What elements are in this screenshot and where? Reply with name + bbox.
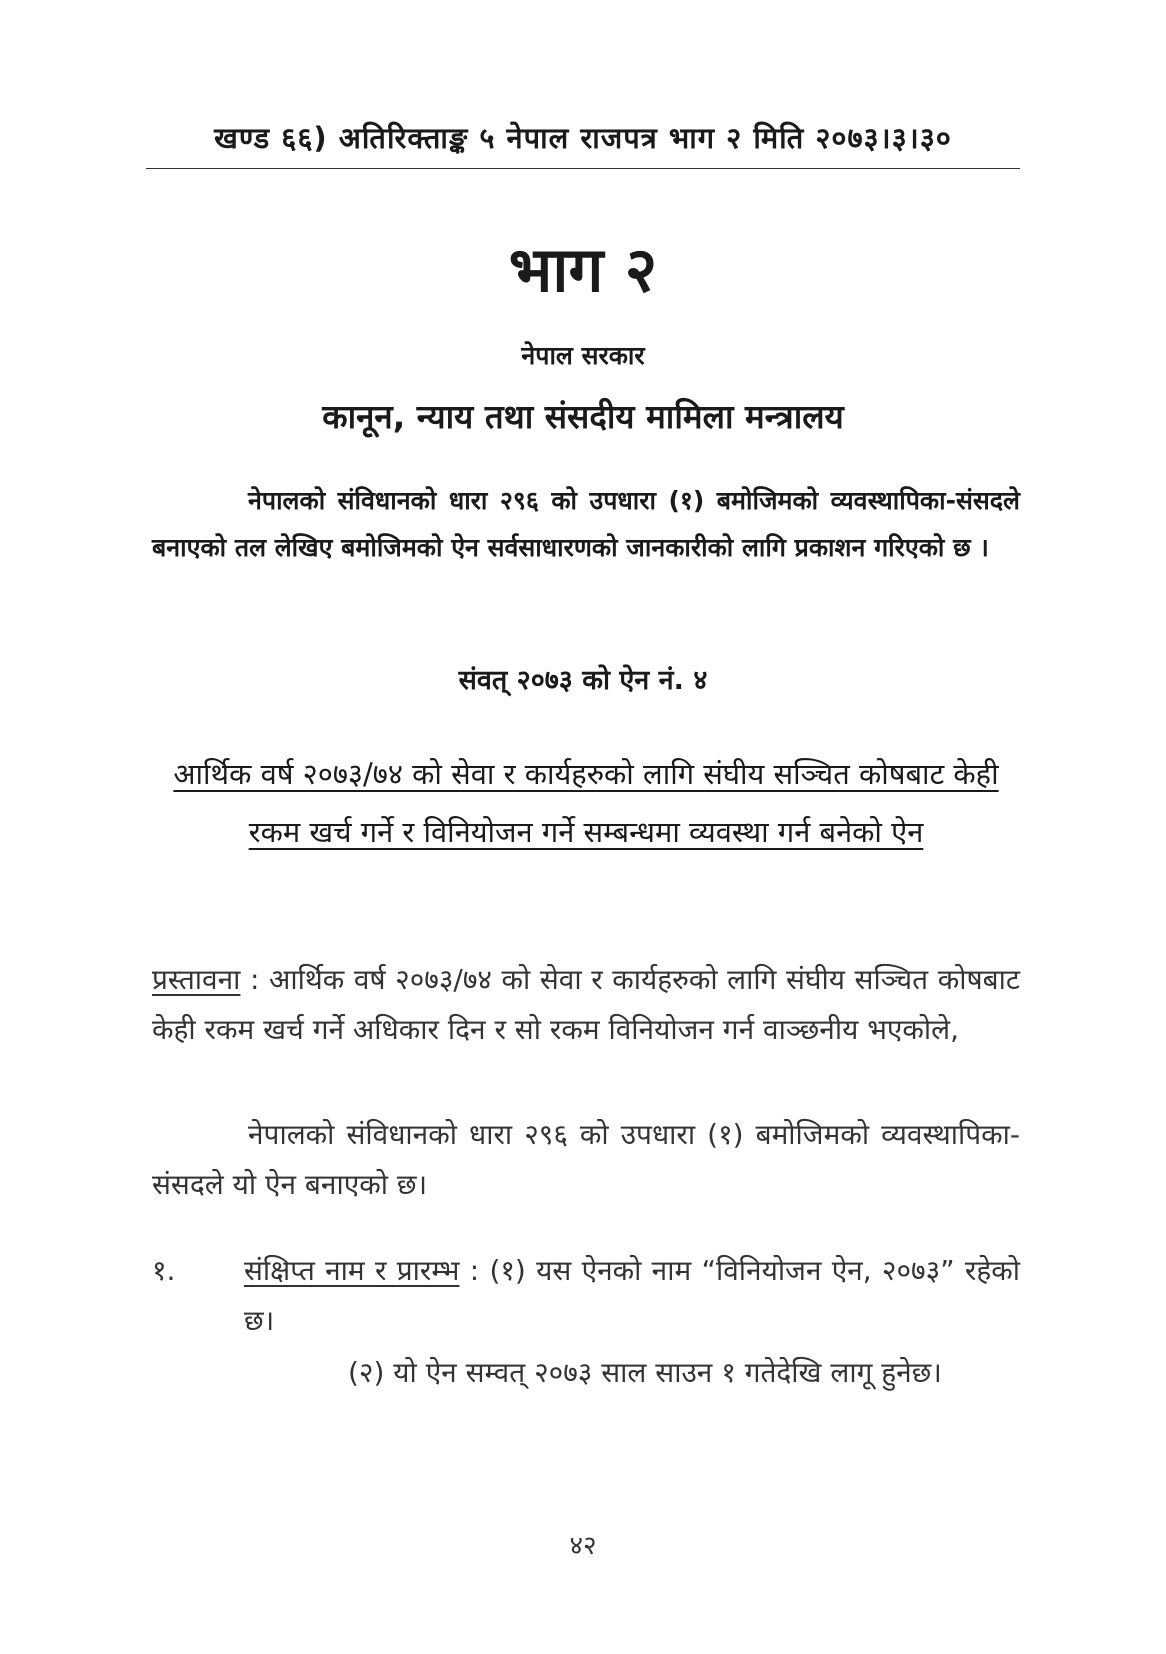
enactment-clause: नेपालको संविधानको धारा २९६ को उपधारा (१) बमोजिमको व्यवस्थापिका-संसदले यो ऐन बनाएको छ। <box>152 1118 1020 1201</box>
section-separator: : <box>459 1254 490 1287</box>
section-heading: संक्षिप्त नाम र प्रारम्भ <box>244 1254 460 1287</box>
part-title: भाग २ <box>508 233 658 306</box>
header-divider <box>146 168 1020 169</box>
act-title: आर्थिक वर्ष २०७३/७४ को सेवा र कार्यहरुको लागि संघीय सञ्चित कोषबाट केही रकम खर्च गर्ने र विनियोजन गर्ने सम्बन्धमा व्यवस्था गर्न बनेको ऐन <box>173 757 999 849</box>
section-1-body <box>244 1246 1020 1346</box>
publication-notice: नेपालको संविधानको धारा २९६ को उपधारा (१) बमोजिमको व्यवस्थापिका-संसदले बनाएको तल लेखिए बमोजिमको ऐन सर्वसाधारणको जानकारीको लागि प्रकाशन गरिएको छ । <box>152 486 1020 562</box>
subsection-2: (२) यो ऐन सम्वत् २०७३ साल साउन १ गतेदेखि लागू हुनेछ। <box>348 1356 942 1389</box>
preamble-separator: : <box>240 963 269 996</box>
ministry-name: कानून, न्याय तथा संसदीय मामिला मन्त्रालय <box>322 397 844 436</box>
page-number: ४२ <box>569 1531 597 1561</box>
section-number: १. <box>152 1254 176 1287</box>
preamble <box>152 955 1020 1055</box>
act-number: संवत् २०७३ को ऐन नं. ४ <box>458 665 708 696</box>
preamble-label: प्रस्तावना <box>152 963 241 996</box>
preamble-text: आर्थिक वर्ष २०७३/७४ को सेवा र कार्यहरुको लागि संघीय सञ्चित कोषबाट केही रकम खर्च गर्ने अधिकार दिन र सो रकम विनियोजन गर्न वाञ्छनीय भएकोले, <box>152 963 1020 1046</box>
government-name: नेपाल सरकार <box>521 341 645 370</box>
running-header: खण्ड ६६) अतिरिक्ताङ्क ५ नेपाल राजपत्र भाग २ मिति २०७३।३।३० <box>214 121 952 155</box>
subsection-1: (१) यस ऐनको नाम “विनियोजन ऐन, २०७३” रहेको छ। <box>244 1254 1021 1337</box>
